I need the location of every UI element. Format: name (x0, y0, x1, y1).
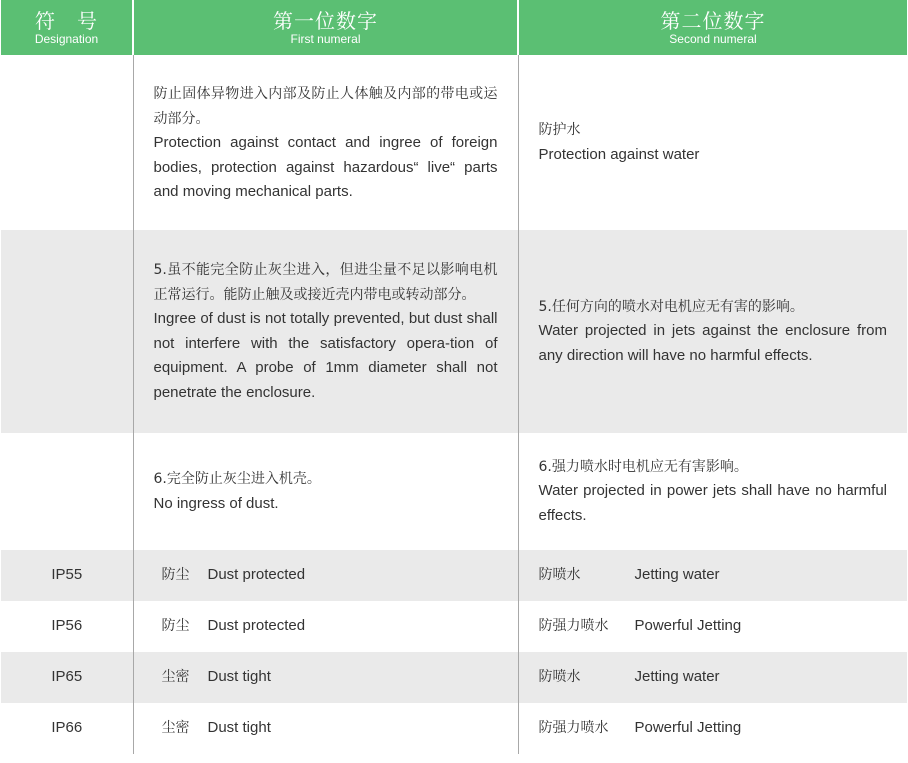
second-en: Jetting water (634, 668, 720, 686)
second-numeral-cell (518, 652, 907, 703)
first-numeral-cell (133, 601, 518, 652)
designation-cell (1, 230, 133, 433)
table-row (1, 433, 907, 550)
ip-code: IP56 (51, 617, 83, 635)
second-zh: 防强力喷水 (538, 720, 609, 737)
first-numeral-cell (133, 230, 518, 433)
second-zh: 防喷水 (538, 567, 581, 584)
first-en: Dust protected (207, 566, 306, 584)
second-numeral-cell (518, 230, 907, 433)
second-numeral-cell (518, 550, 907, 601)
description-zh: 5.任何方向的喷水对电机应无有害的影响。 (538, 298, 804, 315)
first-numeral-cell (133, 652, 518, 703)
description-en: Water projected in jets against the enclosure from any direction will have no harmful effects. (538, 322, 887, 364)
table-row (1, 550, 907, 601)
first-en: Dust protected (207, 617, 306, 635)
first-numeral-cell (133, 703, 518, 754)
second-numeral-header (518, 0, 907, 55)
first-numeral-cell (133, 433, 518, 550)
designation-header (1, 0, 133, 55)
second-numeral-header-en: Second numeral (669, 31, 757, 46)
second-numeral-cell (518, 601, 907, 652)
second-numeral-cell (518, 433, 907, 550)
second-zh: 防喷水 (538, 669, 581, 686)
second-en: Jetting water (634, 566, 720, 584)
first-en: Dust tight (207, 719, 271, 737)
table-row (1, 601, 907, 652)
first-numeral-cell (133, 550, 518, 601)
description-en: Protection against water (538, 145, 700, 163)
ip-code: IP55 (1, 550, 133, 601)
first-numeral-header (133, 0, 518, 55)
table-header-row (1, 0, 907, 55)
first-zh: 尘密 (161, 720, 190, 737)
description-zh: 5.虽不能完全防止灰尘进入，但进尘量不足以影响电机正常运行。能防止触及或接近壳内带电或转动部分。 (153, 262, 498, 303)
table-row (1, 55, 907, 230)
description-en: Ingree of dust is not totally prevented, but dust shall not interfere with the satisfactory opera-tion of equipment. A probe of 1mm diameter shall not penetrate the enclosure. (153, 310, 498, 401)
first-zh: 尘密 (161, 669, 190, 686)
second-numeral-header-zh: 第二位数字 (660, 8, 766, 33)
second-numeral-cell (518, 703, 907, 754)
designation-header-zh: 符 号 (35, 8, 98, 33)
first-numeral-cell (133, 55, 518, 230)
first-en: Dust tight (207, 668, 271, 686)
first-zh: 防尘 (161, 618, 190, 635)
second-en: Powerful Jetting (634, 617, 742, 635)
ip-protection-table (1, 0, 907, 754)
first-zh: 防尘 (161, 567, 190, 584)
first-numeral-header-en: First numeral (290, 31, 361, 46)
first-numeral-header-zh: 第一位数字 (273, 8, 378, 33)
description-zh: 6.强力喷水时电机应无有害影响。 (538, 458, 748, 475)
description-en: No ingress of dust. (153, 494, 279, 512)
table-row (1, 230, 907, 433)
second-numeral-cell (518, 55, 907, 230)
table-row (1, 652, 907, 703)
designation-header-en: Designation (34, 31, 99, 46)
description-zh: 防止固体异物进入内部及防止人体触及内部的带电或运动部分。 (153, 86, 498, 127)
designation-cell (1, 433, 133, 550)
ip-code: IP65 (1, 652, 133, 703)
description-en: Protection against contact and ingree of foreign bodies, protection against hazardous“ live“ parts and moving mechanical parts. (153, 134, 498, 201)
description-en: Water projected in power jets shall have no harmful effects. (538, 482, 887, 524)
designation-cell (1, 55, 133, 230)
description-zh: 6.完全防止灰尘进入机壳。 (153, 471, 321, 487)
second-en: Powerful Jetting (634, 719, 742, 737)
ip-code: IP66 (51, 719, 83, 737)
description-zh: 防护水 (538, 122, 581, 138)
table-row (1, 703, 907, 754)
second-zh: 防强力喷水 (538, 618, 609, 635)
